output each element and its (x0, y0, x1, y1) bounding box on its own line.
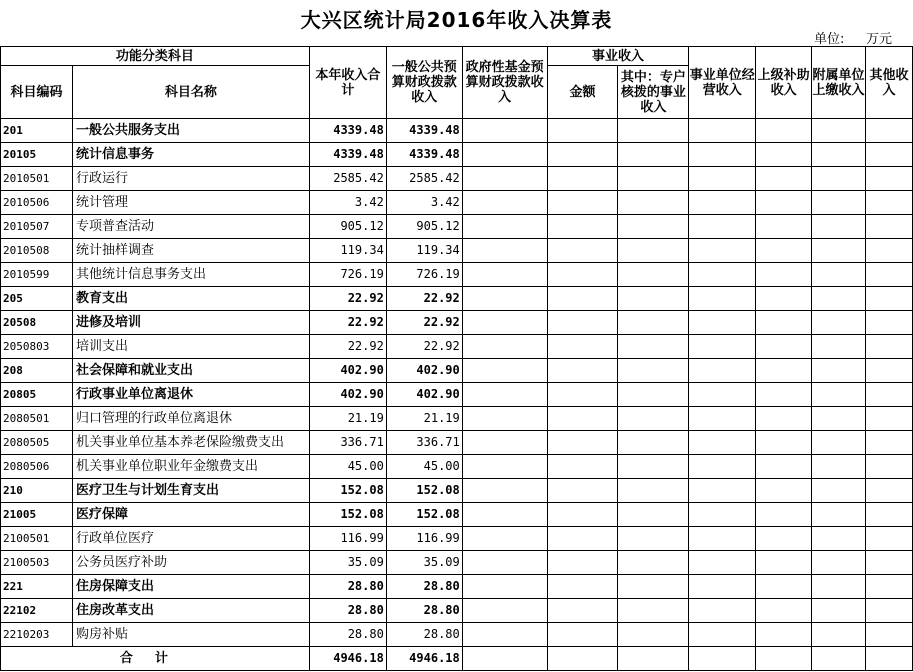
row-gov-fund (462, 551, 547, 575)
row-general-budget: 119.34 (386, 239, 462, 263)
total-other (866, 647, 913, 671)
row-business-amount (547, 239, 618, 263)
row-total-income: 4339.48 (309, 119, 386, 143)
row-subsidy (756, 119, 812, 143)
row-subordinate (812, 575, 866, 599)
row-total-income: 22.92 (309, 311, 386, 335)
row-subsidy (756, 383, 812, 407)
row-other (866, 599, 913, 623)
row-name: 行政单位医疗 (72, 527, 309, 551)
row-business-amount (547, 167, 618, 191)
row-operating (689, 191, 756, 215)
row-gov-fund (462, 431, 547, 455)
row-code: 221 (1, 575, 73, 599)
table-row (1, 143, 913, 167)
row-subordinate (812, 599, 866, 623)
row-subsidy (756, 287, 812, 311)
row-business-amount (547, 287, 618, 311)
row-gov-fund (462, 455, 547, 479)
row-special-transfer (618, 311, 689, 335)
row-other (866, 575, 913, 599)
row-special-transfer (618, 527, 689, 551)
row-business-amount (547, 335, 618, 359)
row-code: 2210203 (1, 623, 73, 647)
row-total-income: 905.12 (309, 215, 386, 239)
row-gov-fund (462, 503, 547, 527)
row-general-budget: 4339.48 (386, 119, 462, 143)
row-general-budget: 45.00 (386, 455, 462, 479)
row-gov-fund (462, 383, 547, 407)
row-other (866, 167, 913, 191)
row-code: 22102 (1, 599, 73, 623)
table-row (1, 407, 913, 431)
row-subsidy (756, 167, 812, 191)
row-business-amount (547, 503, 618, 527)
table-row (1, 455, 913, 479)
header-total-income: 本年收入合计 (309, 47, 386, 119)
row-code: 20805 (1, 383, 73, 407)
header-operating: 事业单位经营收入 (689, 47, 756, 119)
table-row (1, 263, 913, 287)
row-total-income: 35.09 (309, 551, 386, 575)
row-name: 进修及培训 (72, 311, 309, 335)
row-subordinate (812, 527, 866, 551)
row-business-amount (547, 575, 618, 599)
row-special-transfer (618, 623, 689, 647)
row-business-amount (547, 383, 618, 407)
row-code: 2080501 (1, 407, 73, 431)
row-general-budget: 22.92 (386, 287, 462, 311)
row-gov-fund (462, 191, 547, 215)
row-gov-fund (462, 263, 547, 287)
row-other (866, 431, 913, 455)
table-row (1, 599, 913, 623)
row-total-income: 45.00 (309, 455, 386, 479)
row-code: 2010508 (1, 239, 73, 263)
row-special-transfer (618, 239, 689, 263)
row-operating (689, 359, 756, 383)
row-total-income: 28.80 (309, 575, 386, 599)
row-other (866, 215, 913, 239)
row-subsidy (756, 431, 812, 455)
row-total-income: 116.99 (309, 527, 386, 551)
row-subordinate (812, 311, 866, 335)
row-name: 住房改革支出 (72, 599, 309, 623)
row-other (866, 359, 913, 383)
row-subsidy (756, 143, 812, 167)
row-code: 2100503 (1, 551, 73, 575)
row-operating (689, 287, 756, 311)
row-subordinate (812, 335, 866, 359)
row-total-income: 726.19 (309, 263, 386, 287)
table-row (1, 119, 913, 143)
row-gov-fund (462, 623, 547, 647)
row-subordinate (812, 167, 866, 191)
row-code: 2080506 (1, 455, 73, 479)
row-subordinate (812, 431, 866, 455)
table-row (1, 215, 913, 239)
row-special-transfer (618, 383, 689, 407)
row-general-budget: 2585.42 (386, 167, 462, 191)
row-gov-fund (462, 167, 547, 191)
row-business-amount (547, 599, 618, 623)
row-operating (689, 383, 756, 407)
row-special-transfer (618, 263, 689, 287)
row-gov-fund (462, 119, 547, 143)
row-special-transfer (618, 143, 689, 167)
table-row (1, 551, 913, 575)
row-subordinate (812, 287, 866, 311)
row-subsidy (756, 599, 812, 623)
row-gov-fund (462, 407, 547, 431)
row-special-transfer (618, 215, 689, 239)
row-total-income: 22.92 (309, 335, 386, 359)
row-name: 归口管理的行政单位离退休 (72, 407, 309, 431)
header-general-budget: 一般公共预算财政拨款收入 (386, 47, 462, 119)
row-general-budget: 402.90 (386, 359, 462, 383)
row-general-budget: 152.08 (386, 479, 462, 503)
row-special-transfer (618, 431, 689, 455)
row-subsidy (756, 239, 812, 263)
row-other (866, 335, 913, 359)
row-business-amount (547, 551, 618, 575)
row-subordinate (812, 239, 866, 263)
table-row (1, 575, 913, 599)
row-operating (689, 503, 756, 527)
row-subsidy (756, 263, 812, 287)
row-subordinate (812, 503, 866, 527)
row-operating (689, 335, 756, 359)
row-special-transfer (618, 479, 689, 503)
row-name: 住房保障支出 (72, 575, 309, 599)
row-special-transfer (618, 503, 689, 527)
row-special-transfer (618, 167, 689, 191)
header-code: 科目编码 (1, 66, 73, 119)
row-name: 公务员医疗补助 (72, 551, 309, 575)
row-business-amount (547, 143, 618, 167)
row-gov-fund (462, 335, 547, 359)
total-subordinate (812, 647, 866, 671)
row-special-transfer (618, 575, 689, 599)
row-name: 专项普查活动 (72, 215, 309, 239)
row-special-transfer (618, 407, 689, 431)
row-other (866, 623, 913, 647)
header-amount: 金额 (547, 66, 618, 119)
row-general-budget: 905.12 (386, 215, 462, 239)
table-row (1, 431, 913, 455)
row-operating (689, 143, 756, 167)
header-special-transfer: 其中：专户核拨的事业收入 (618, 66, 689, 119)
row-subordinate (812, 455, 866, 479)
row-gov-fund (462, 479, 547, 503)
total-income-sum: 4946.18 (309, 647, 386, 671)
table-row (1, 311, 913, 335)
row-gov-fund (462, 143, 547, 167)
unit-label: 单位: (814, 32, 845, 47)
row-name: 一般公共服务支出 (72, 119, 309, 143)
row-total-income: 152.08 (309, 479, 386, 503)
row-business-amount (547, 119, 618, 143)
row-code: 20508 (1, 311, 73, 335)
table-row (1, 623, 913, 647)
table-body (1, 119, 913, 671)
total-special-transfer (618, 647, 689, 671)
row-total-income: 152.08 (309, 503, 386, 527)
row-business-amount (547, 407, 618, 431)
row-general-budget: 28.80 (386, 599, 462, 623)
row-code: 2080505 (1, 431, 73, 455)
table-row (1, 359, 913, 383)
row-general-budget: 726.19 (386, 263, 462, 287)
header-subsidy: 上级补助收入 (756, 47, 812, 119)
row-subsidy (756, 527, 812, 551)
row-operating (689, 239, 756, 263)
table-row (1, 335, 913, 359)
row-gov-fund (462, 527, 547, 551)
table-row (1, 191, 913, 215)
row-code: 2010599 (1, 263, 73, 287)
row-special-transfer (618, 455, 689, 479)
row-subordinate (812, 359, 866, 383)
row-total-income: 402.90 (309, 359, 386, 383)
row-general-budget: 35.09 (386, 551, 462, 575)
header-func-group: 功能分类科目 (1, 47, 310, 66)
row-other (866, 551, 913, 575)
header-business-group: 事业收入 (547, 47, 689, 66)
row-special-transfer (618, 191, 689, 215)
row-subordinate (812, 407, 866, 431)
row-code: 201 (1, 119, 73, 143)
header-other: 其他收入 (866, 47, 913, 119)
row-total-income: 28.80 (309, 599, 386, 623)
row-name: 行政事业单位离退休 (72, 383, 309, 407)
row-subordinate (812, 119, 866, 143)
row-other (866, 479, 913, 503)
row-special-transfer (618, 359, 689, 383)
row-subsidy (756, 191, 812, 215)
header-subordinate: 附属单位上缴收入 (812, 47, 866, 119)
row-other (866, 143, 913, 167)
row-other (866, 383, 913, 407)
row-other (866, 503, 913, 527)
total-business-amount (547, 647, 618, 671)
table-row (1, 503, 913, 527)
row-general-budget: 116.99 (386, 527, 462, 551)
row-subsidy (756, 215, 812, 239)
table-row (1, 527, 913, 551)
row-total-income: 28.80 (309, 623, 386, 647)
row-subsidy (756, 455, 812, 479)
unit-value: 万元 (866, 32, 893, 47)
row-code: 2010507 (1, 215, 73, 239)
row-operating (689, 527, 756, 551)
header-name: 科目名称 (72, 66, 309, 119)
row-total-income: 22.92 (309, 287, 386, 311)
row-gov-fund (462, 599, 547, 623)
row-subordinate (812, 191, 866, 215)
row-other (866, 239, 913, 263)
row-name: 统计抽样调查 (72, 239, 309, 263)
row-special-transfer (618, 599, 689, 623)
row-subsidy (756, 479, 812, 503)
row-subsidy (756, 359, 812, 383)
row-other (866, 527, 913, 551)
total-gov-fund (462, 647, 547, 671)
row-operating (689, 623, 756, 647)
table-row (1, 167, 913, 191)
row-code: 2010506 (1, 191, 73, 215)
row-business-amount (547, 263, 618, 287)
row-operating (689, 431, 756, 455)
total-subsidy (756, 647, 812, 671)
row-name: 社会保障和就业支出 (72, 359, 309, 383)
row-special-transfer (618, 551, 689, 575)
row-name: 医疗保障 (72, 503, 309, 527)
row-operating (689, 167, 756, 191)
row-subsidy (756, 311, 812, 335)
row-name: 购房补贴 (72, 623, 309, 647)
table-row (1, 479, 913, 503)
row-subordinate (812, 383, 866, 407)
total-row (1, 647, 913, 671)
row-special-transfer (618, 119, 689, 143)
header-gov-fund: 政府性基金预算财政拨款收入 (462, 47, 547, 119)
row-name: 机关事业单位基本养老保险缴费支出 (72, 431, 309, 455)
row-general-budget: 22.92 (386, 311, 462, 335)
row-general-budget: 21.19 (386, 407, 462, 431)
row-general-budget: 22.92 (386, 335, 462, 359)
row-subordinate (812, 263, 866, 287)
row-other (866, 263, 913, 287)
row-general-budget: 28.80 (386, 623, 462, 647)
row-subsidy (756, 551, 812, 575)
row-other (866, 119, 913, 143)
row-business-amount (547, 431, 618, 455)
row-subordinate (812, 479, 866, 503)
row-subsidy (756, 407, 812, 431)
row-gov-fund (462, 311, 547, 335)
row-subordinate (812, 215, 866, 239)
row-code: 208 (1, 359, 73, 383)
row-total-income: 3.42 (309, 191, 386, 215)
row-general-budget: 4339.48 (386, 143, 462, 167)
row-gov-fund (462, 575, 547, 599)
row-name: 医疗卫生与计划生育支出 (72, 479, 309, 503)
row-operating (689, 479, 756, 503)
row-total-income: 119.34 (309, 239, 386, 263)
row-name: 培训支出 (72, 335, 309, 359)
row-general-budget: 152.08 (386, 503, 462, 527)
row-general-budget: 3.42 (386, 191, 462, 215)
row-gov-fund (462, 287, 547, 311)
row-operating (689, 455, 756, 479)
row-business-amount (547, 191, 618, 215)
row-name: 机关事业单位职业年金缴费支出 (72, 455, 309, 479)
row-code: 21005 (1, 503, 73, 527)
table-row (1, 383, 913, 407)
row-operating (689, 407, 756, 431)
row-name: 其他统计信息事务支出 (72, 263, 309, 287)
row-gov-fund (462, 239, 547, 263)
row-code: 210 (1, 479, 73, 503)
row-name: 统计管理 (72, 191, 309, 215)
total-label: 合计 (1, 647, 310, 671)
report-title: 大兴区统计局2016年收入决算表 (300, 8, 613, 32)
row-total-income: 336.71 (309, 431, 386, 455)
row-business-amount (547, 479, 618, 503)
row-subordinate (812, 623, 866, 647)
row-special-transfer (618, 335, 689, 359)
row-other (866, 311, 913, 335)
row-name: 统计信息事务 (72, 143, 309, 167)
row-operating (689, 551, 756, 575)
row-total-income: 21.19 (309, 407, 386, 431)
row-other (866, 455, 913, 479)
general-budget-sum: 4946.18 (386, 647, 462, 671)
table-row (1, 287, 913, 311)
row-operating (689, 575, 756, 599)
row-general-budget: 28.80 (386, 575, 462, 599)
row-other (866, 287, 913, 311)
row-code: 20105 (1, 143, 73, 167)
row-special-transfer (618, 287, 689, 311)
row-operating (689, 263, 756, 287)
row-subordinate (812, 143, 866, 167)
row-other (866, 407, 913, 431)
total-operating (689, 647, 756, 671)
row-code: 2050803 (1, 335, 73, 359)
row-business-amount (547, 311, 618, 335)
row-name: 行政运行 (72, 167, 309, 191)
row-operating (689, 599, 756, 623)
row-subsidy (756, 503, 812, 527)
row-operating (689, 119, 756, 143)
row-business-amount (547, 455, 618, 479)
row-subsidy (756, 335, 812, 359)
row-business-amount (547, 623, 618, 647)
row-business-amount (547, 527, 618, 551)
row-name: 教育支出 (72, 287, 309, 311)
row-code: 205 (1, 287, 73, 311)
row-operating (689, 311, 756, 335)
row-gov-fund (462, 359, 547, 383)
row-general-budget: 336.71 (386, 431, 462, 455)
row-business-amount (547, 359, 618, 383)
row-total-income: 4339.48 (309, 143, 386, 167)
row-subsidy (756, 623, 812, 647)
income-table (0, 46, 913, 671)
row-subsidy (756, 575, 812, 599)
row-total-income: 2585.42 (309, 167, 386, 191)
row-gov-fund (462, 215, 547, 239)
row-total-income: 402.90 (309, 383, 386, 407)
row-code: 2100501 (1, 527, 73, 551)
row-business-amount (547, 215, 618, 239)
row-general-budget: 402.90 (386, 383, 462, 407)
row-subordinate (812, 551, 866, 575)
row-code: 2010501 (1, 167, 73, 191)
row-operating (689, 215, 756, 239)
row-other (866, 191, 913, 215)
table-row (1, 239, 913, 263)
